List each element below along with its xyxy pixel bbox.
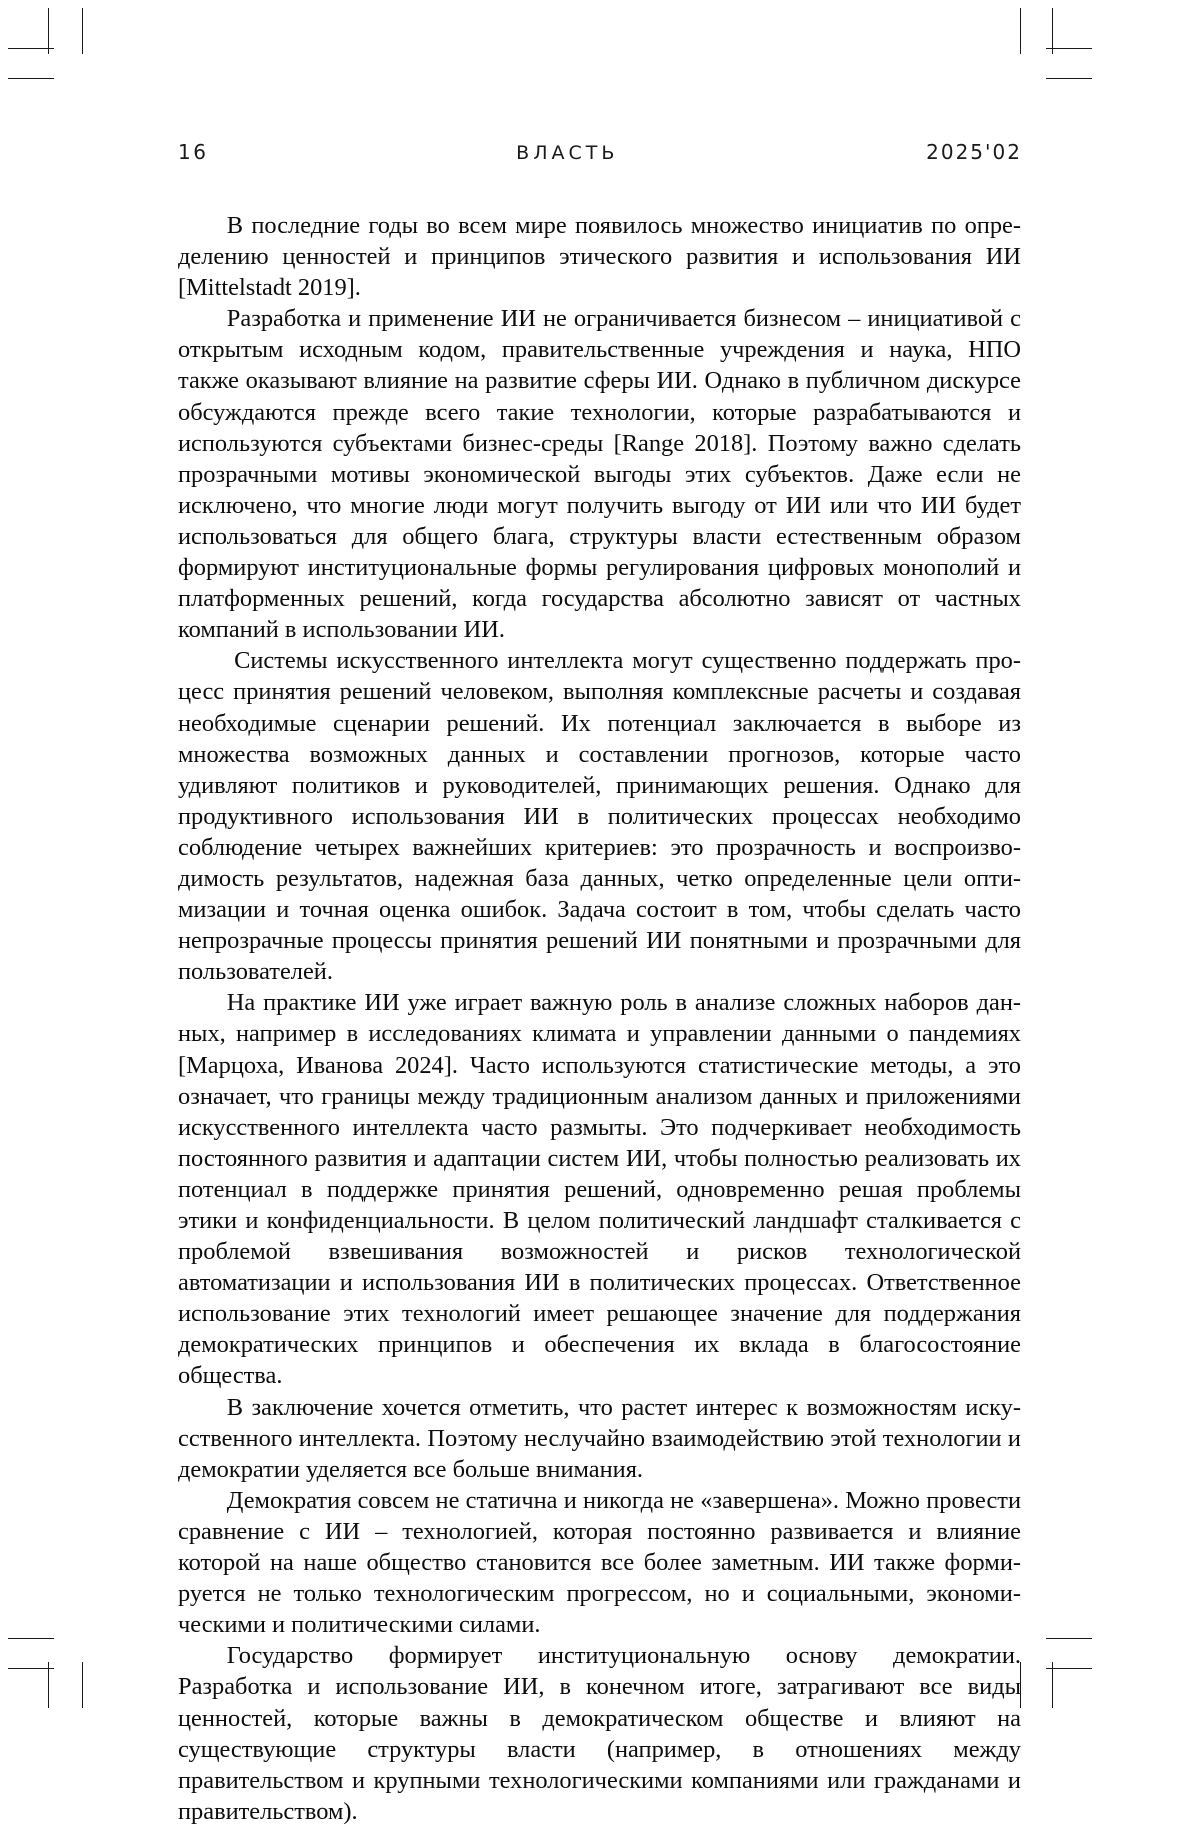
issue-label: 2025'02 bbox=[926, 140, 1022, 164]
paragraph: Разработка и применение ИИ не ограничивается бизнесом – инициативой с открытым исходным кодом, правительственные учреждения и наука, НПО также оказывают влияние на развитие сферы ИИ. Однако в публичном дискурсе обсуждаются прежде всего такие технологии, которые разрабатываются и используются субъектами бизнес-среды [Range 2018]. Поэтому важно сделать прозрачными мотивы экономической выгоды этих субъектов. Даже если не исключено, что многие люди могут получить выгоду от ИИ или что ИИ будет использоваться для общего блага, структуры власти естественным образом формируют институциональные формы регулирования цифровых монополий и платформенных решений, когда государства абсолютно зависят от частных компаний в использовании ИИ. bbox=[178, 305, 1021, 644]
crop-mark-top-left-vertical-2 bbox=[82, 8, 83, 54]
page-number: 16 bbox=[178, 140, 209, 164]
paragraph: В заключение хочется отметить, что растет интерес к возможностям искусственного интеллекта. Поэтому неслучайно взаимодействию этой технологии и демократии уделяется все больше внимания. bbox=[178, 1393, 1021, 1483]
paragraph: Государство формирует институциональную основу демократии. Разработка и использование ИИ, в конечном итоге, затрагивают все виды ценностей, которые важны в демократическом обществе и влияют на существующие структуры власти (например, в отношениях между правительством и крупными технологическими компаниями или гражданами и правительством). bbox=[178, 1642, 1021, 1825]
crop-mark-top-left-horizontal bbox=[8, 48, 54, 49]
paragraph: На практике ИИ уже играет важную роль в анализе сложных наборов данных, например в исследованиях климата и управлении данными о пандемиях [Марцоха, Иванова 2024]. Часто используются статистические методы, а это означает, что границы между традиционным анализом данных и приложениями искусственного интеллекта часто размыты. Это подчеркивает необходимость постоянного развития и адаптации систем ИИ, чтобы полностью реализовать их потенциал в поддержке принятия решений, одновременно решая проблемы этики и конфиденциальности. В целом политический ландшафт сталкивается с проблемой взвешивания возможностей и рисков технологической автоматизации и использования ИИ в политических процессах. Ответственное использование этих технологий имеет решающее значение для поддержания демократических принципов и обеспечения их вклада в благосостояние общества. bbox=[178, 989, 1021, 1390]
journal-title: ВЛАСТЬ bbox=[516, 142, 619, 164]
body-text-column bbox=[178, 210, 1021, 1827]
crop-mark-bottom-left-horizontal-2 bbox=[8, 1638, 54, 1639]
paragraph: Системы искусственного интеллекта могут существенно поддержать процесс принятия решений человеком, выполняя комплексные расчеты и создавая необходимые сценарии решений. Их потенциал заключается в выборе из множества возможных данных и составлении прогнозов, которые часто удивляют политиков и руководителей, принимающих решения. Однако для продуктивного использования ИИ в политических процессах необходимо соблюдение четырех важнейших критериев: это прозрачность и воспроизводимость результатов, надежная база данных, четко определенные цели оптимизации и точная оценка ошибок. Задача состоит в том, чтобы сделать часто непрозрачные процессы принятия решений ИИ понятными и прозрачными для пользователей. bbox=[178, 647, 1021, 986]
paragraph: Демократия совсем не статична и никогда не «завершена». Можно провести сравнение с ИИ – технологией, которая постоянно развивается и влияние которой на наше общество становится все более заметным. ИИ также формируется не только технологическим прогрессом, но и социальными, экономическими и политическими силами. bbox=[178, 1486, 1021, 1639]
running-head bbox=[178, 140, 1022, 166]
crop-mark-top-right-vertical bbox=[1020, 8, 1021, 54]
paragraph: В последние годы во всем мире появилось множество инициатив по определению ценностей и принципов этического развития и использования ИИ [Mittelstadt 2019]. bbox=[178, 212, 1021, 302]
crop-mark-top-right-horizontal-2 bbox=[1046, 78, 1092, 79]
crop-mark-bottom-right-horizontal-2 bbox=[1046, 1638, 1092, 1639]
crop-mark-bottom-right-vertical-2 bbox=[1052, 1662, 1053, 1708]
crop-mark-bottom-left-vertical-2 bbox=[82, 1662, 83, 1708]
crop-mark-top-left-horizontal-2 bbox=[8, 78, 54, 79]
crop-mark-bottom-left-horizontal bbox=[8, 1668, 54, 1669]
crop-mark-top-right-vertical-2 bbox=[1052, 8, 1053, 54]
